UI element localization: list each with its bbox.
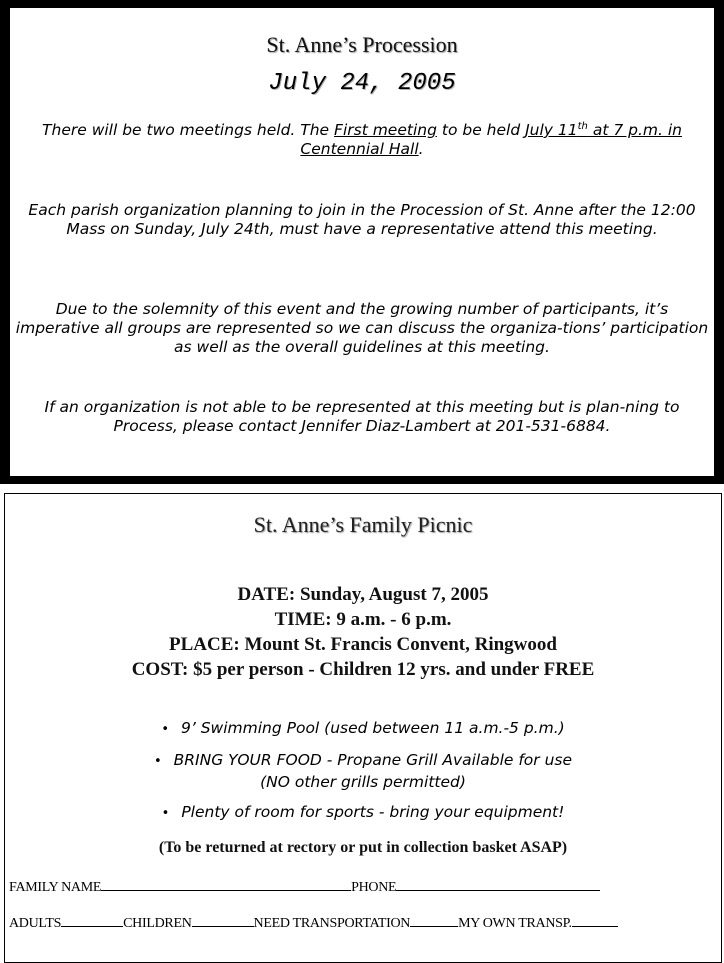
- family-name-label: FAMILY NAME: [9, 880, 102, 895]
- family-form-row: [9, 878, 600, 896]
- organization-paragraph: Each parish organization planning to join in the Procession of St. Anne after the 12:00 Mass on Sunday, July 24th, must have a representative attend this meeting.: [28, 201, 696, 238]
- meeting-text-end: .: [418, 140, 424, 158]
- picnic-date: DATE: Sunday, August 7, 2005: [237, 584, 489, 605]
- picnic-place: PLACE: Mount St. Francis Convent, Ringwood: [169, 634, 557, 655]
- need-transportation-field[interactable]: [410, 914, 458, 927]
- meeting-text-a: There will be two meetings held. The: [42, 121, 335, 139]
- list-item: [5, 718, 721, 740]
- picnic-details: [5, 582, 721, 682]
- picnic-time: TIME: 9 a.m. - 6 p.m.: [274, 609, 452, 630]
- meeting-date-suffix: th: [577, 120, 588, 132]
- picnic-title: St. Anne’s Family Picnic: [253, 512, 473, 537]
- food-note: BRING YOUR FOOD - Propane Grill Available for use: [173, 751, 573, 769]
- meeting-text-b: to be held: [436, 121, 526, 139]
- list-item: [5, 750, 721, 792]
- list-item: [5, 802, 721, 824]
- attendance-form-row: [9, 914, 618, 932]
- picnic-bullet-list: [5, 718, 721, 834]
- children-field[interactable]: [192, 914, 254, 927]
- picnic-cost: COST: $5 per person - Children 12 yrs. and under FREE: [131, 659, 595, 680]
- grill-note: (NO other grills permitted): [260, 773, 466, 791]
- bullet-icon: •: [153, 754, 162, 769]
- solemnity-paragraph: Due to the solemnity of this event and the growing number of participants, it’s imperative all groups are represented so we can discuss the organiza-tions’ participation as well as the overall guidelines at this meeting.: [15, 300, 709, 356]
- meeting-date-day: July 11: [525, 121, 578, 139]
- adults-label: ADULTS: [9, 916, 62, 931]
- meeting-time-place: at 7 p.m. in Centennial Hall: [300, 121, 682, 158]
- phone-field[interactable]: [396, 878, 600, 891]
- need-transportation-label: NEED TRANSPORTATION: [253, 916, 411, 931]
- adults-field[interactable]: [61, 914, 123, 927]
- first-meeting-text: First meeting: [334, 121, 437, 139]
- contact-paragraph: If an organization is not able to be represented at this meeting but is plan-ning to Process, please contact Jennifer Diaz-Lambert at 201-531-6884.: [44, 398, 680, 435]
- own-transportation-field[interactable]: [572, 914, 618, 927]
- bullet-icon: •: [161, 722, 169, 737]
- procession-title: St. Anne’s Procession: [266, 32, 458, 57]
- sports-note: Plenty of room for sports - bring your equipment!: [181, 803, 565, 821]
- phone-label: PHONE: [351, 880, 397, 895]
- own-transportation-label: MY OWN TRANSP.: [458, 916, 572, 931]
- family-name-field[interactable]: [101, 878, 351, 891]
- return-instructions: (To be returned at rectory or put in collection basket ASAP): [158, 839, 568, 856]
- meeting-paragraph: [14, 121, 710, 159]
- pool-note: 9’ Swimming Pool (used between 11 a.m.-5 p.m.): [180, 719, 565, 737]
- children-label: CHILDREN: [123, 916, 192, 931]
- bullet-icon: •: [161, 806, 170, 821]
- procession-date: July 24, 2005: [268, 70, 456, 97]
- picnic-flyer: [4, 493, 722, 963]
